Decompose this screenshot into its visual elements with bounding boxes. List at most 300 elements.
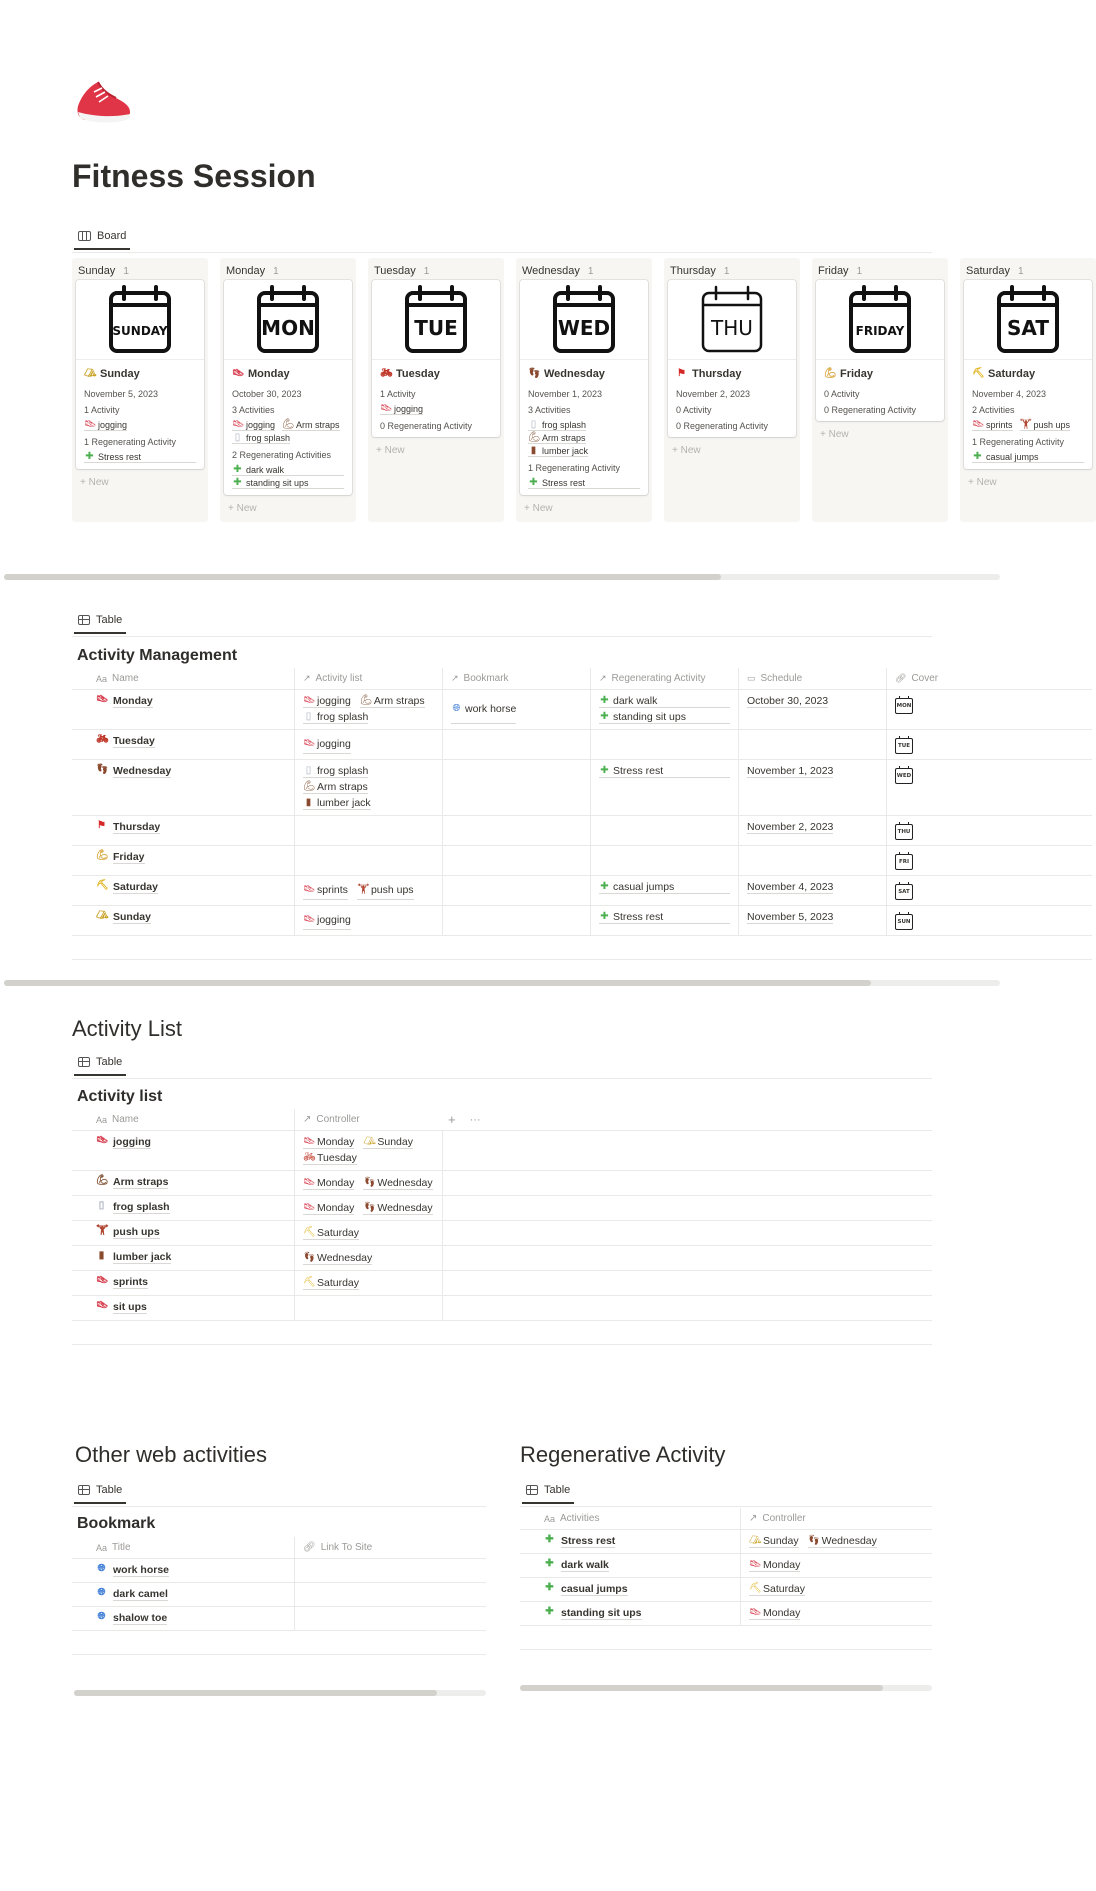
cell-cover[interactable] bbox=[886, 690, 1092, 729]
board-scrollbar[interactable] bbox=[4, 574, 1000, 580]
row-title[interactable]: work horse bbox=[113, 1564, 170, 1576]
relation-chip[interactable] bbox=[303, 1226, 359, 1240]
relation-chip[interactable] bbox=[972, 420, 1013, 431]
tab-table-management[interactable] bbox=[74, 614, 126, 634]
cell-bookmark[interactable] bbox=[442, 816, 590, 845]
card-title bbox=[232, 365, 344, 383]
card-title-label: Wednesday bbox=[544, 368, 605, 380]
cell-name[interactable] bbox=[520, 1602, 740, 1625]
card-activities bbox=[972, 420, 1084, 431]
cell-name[interactable] bbox=[520, 1578, 740, 1601]
column-header-label: Name bbox=[112, 673, 139, 684]
column-header-activity-list[interactable] bbox=[294, 668, 442, 689]
table-row[interactable] bbox=[72, 1131, 932, 1171]
cell-name[interactable] bbox=[520, 1554, 740, 1577]
row-title[interactable]: Saturday bbox=[113, 881, 158, 893]
relation-chip[interactable] bbox=[749, 1559, 800, 1572]
table-row[interactable] bbox=[520, 1578, 932, 1602]
relation-chip[interactable] bbox=[303, 1152, 357, 1165]
plus-icon: ✚ bbox=[545, 1582, 554, 1593]
schedule-date: November 1, 2023 bbox=[747, 765, 834, 777]
relation-chip[interactable] bbox=[363, 1201, 432, 1215]
management-scrollbar-thumb[interactable] bbox=[4, 980, 871, 986]
table-row[interactable] bbox=[72, 760, 1092, 816]
row-title[interactable]: lumber jack bbox=[113, 1251, 172, 1263]
relation-chip[interactable] bbox=[84, 452, 196, 463]
card-title bbox=[84, 365, 196, 383]
cover-thumbnail[interactable]: SUN bbox=[895, 914, 913, 930]
relation-chip[interactable] bbox=[360, 695, 425, 708]
column-header-schedule[interactable] bbox=[738, 668, 886, 689]
board-card[interactable] bbox=[76, 280, 204, 469]
table-row[interactable] bbox=[520, 1602, 932, 1626]
column-name: Wednesday bbox=[522, 265, 580, 277]
cell-schedule[interactable] bbox=[738, 730, 886, 759]
relation-chip[interactable] bbox=[303, 1251, 372, 1265]
bike-icon: 🚲︎ bbox=[303, 1152, 316, 1163]
relation-chip[interactable] bbox=[749, 1583, 805, 1596]
relation-chip-label: Saturday bbox=[317, 1276, 360, 1289]
card-body bbox=[816, 360, 944, 421]
cell-name[interactable] bbox=[72, 1583, 294, 1606]
column-header-name[interactable] bbox=[72, 668, 294, 689]
row-title[interactable]: dark camel bbox=[113, 1588, 168, 1600]
relation-chip[interactable] bbox=[451, 695, 516, 724]
table-footer bbox=[72, 1321, 932, 1345]
card-activities bbox=[380, 404, 492, 415]
card-regen bbox=[528, 478, 640, 489]
relation-chip[interactable] bbox=[282, 420, 340, 431]
relation-chip-label: jogging bbox=[317, 738, 351, 750]
relation-chip[interactable] bbox=[232, 478, 344, 489]
cover-thumbnail[interactable]: FRI bbox=[895, 854, 913, 870]
relation-chip[interactable] bbox=[599, 695, 730, 708]
relation-chip-label: Wednesday bbox=[377, 1176, 433, 1189]
cell-activity-list[interactable] bbox=[294, 690, 442, 729]
cell-controller[interactable] bbox=[294, 1131, 442, 1170]
new-card-button[interactable]: + New bbox=[524, 503, 553, 514]
cell-regen[interactable] bbox=[590, 760, 738, 815]
table-row[interactable] bbox=[72, 1171, 932, 1196]
cell-name[interactable] bbox=[72, 1296, 294, 1320]
globe-icon: 🌐︎ bbox=[97, 1611, 106, 1622]
card-regen-count: 1 Regenerating Activity bbox=[84, 437, 177, 447]
relation-icon: ↗ bbox=[303, 673, 311, 683]
column-count: 1 bbox=[587, 265, 594, 277]
tab-table-regenerative[interactable] bbox=[522, 1484, 574, 1504]
cell-name[interactable] bbox=[72, 846, 294, 875]
column-header-cover[interactable] bbox=[886, 668, 1092, 689]
add-column-button[interactable]: + bbox=[448, 1112, 456, 1127]
bookmark-scrollbar-thumb[interactable] bbox=[74, 1690, 437, 1696]
row-title[interactable]: sprints bbox=[113, 1276, 149, 1288]
cell-activity-list[interactable] bbox=[294, 846, 442, 875]
column-header-title[interactable] bbox=[72, 1537, 294, 1558]
cell-link[interactable] bbox=[294, 1559, 486, 1582]
cell-name[interactable] bbox=[72, 1607, 294, 1630]
relation-chip[interactable] bbox=[232, 433, 290, 444]
relation-chip-label: jogging bbox=[98, 420, 128, 430]
card-regen bbox=[232, 465, 344, 489]
relation-chip[interactable] bbox=[303, 1136, 354, 1149]
cell-name[interactable] bbox=[72, 1221, 294, 1245]
plus-icon: ✚ bbox=[600, 881, 609, 892]
relation-icon bbox=[749, 1513, 757, 1524]
tab-table-label: Table bbox=[96, 1056, 123, 1068]
table-row[interactable] bbox=[72, 1607, 486, 1631]
column-count: 1 bbox=[273, 265, 279, 277]
cell-regen[interactable] bbox=[590, 730, 738, 759]
column-header-link[interactable] bbox=[294, 1537, 486, 1558]
cell-bookmark[interactable] bbox=[442, 876, 590, 905]
relation-chip[interactable] bbox=[303, 781, 368, 794]
relation-chip-label: jogging bbox=[317, 695, 351, 707]
shoe-icon: 👟︎ bbox=[232, 368, 245, 379]
cell-name[interactable] bbox=[72, 1196, 294, 1220]
table-title: Bookmark bbox=[77, 1515, 156, 1532]
table-row[interactable] bbox=[72, 1296, 932, 1321]
cell-name[interactable] bbox=[72, 760, 294, 815]
cell-schedule[interactable] bbox=[738, 690, 886, 729]
relation-chip[interactable] bbox=[599, 881, 730, 894]
relation-chip[interactable] bbox=[1020, 420, 1071, 431]
new-card-button[interactable]: + New bbox=[376, 445, 405, 456]
cell-cover[interactable] bbox=[886, 816, 1092, 845]
row-title[interactable]: Friday bbox=[113, 851, 145, 863]
cell-regen[interactable] bbox=[590, 876, 738, 905]
relation-chip[interactable] bbox=[972, 452, 1084, 463]
relation-chip[interactable] bbox=[303, 735, 351, 754]
cell-controller[interactable] bbox=[294, 1271, 442, 1295]
column-header-bookmark[interactable] bbox=[442, 668, 590, 689]
shovel-icon: ⛏ bbox=[972, 368, 985, 379]
text-prop-icon: Aa bbox=[96, 673, 108, 684]
cell-regen[interactable] bbox=[590, 906, 738, 935]
relation-chip[interactable] bbox=[599, 765, 730, 778]
column-header-name[interactable] bbox=[72, 1109, 294, 1130]
relation-chip[interactable] bbox=[303, 1276, 359, 1290]
card-activities bbox=[232, 420, 344, 444]
bookmark-table bbox=[72, 1537, 486, 1655]
row-title[interactable]: push ups bbox=[113, 1226, 160, 1238]
tab-board[interactable] bbox=[74, 230, 130, 250]
column-header-regenerating-activity[interactable] bbox=[590, 668, 738, 689]
relation-chip[interactable] bbox=[528, 433, 586, 444]
divider bbox=[72, 636, 932, 637]
row-title[interactable]: jogging bbox=[113, 1136, 151, 1148]
flex-icon: 💪︎ bbox=[96, 1175, 109, 1186]
relation-chip[interactable] bbox=[303, 911, 351, 930]
table-row[interactable] bbox=[72, 1559, 486, 1583]
shoe-icon: 👟︎ bbox=[972, 419, 985, 430]
relation-chip[interactable] bbox=[303, 1176, 354, 1190]
relation-chip[interactable] bbox=[363, 1136, 413, 1149]
cell-schedule[interactable] bbox=[738, 846, 886, 875]
cell-empty bbox=[442, 1131, 932, 1170]
board-card[interactable] bbox=[964, 280, 1092, 469]
column-header-label: Activities bbox=[560, 1513, 600, 1524]
board-scrollbar-thumb[interactable] bbox=[4, 574, 721, 580]
cover-thumbnail[interactable]: SAT bbox=[895, 884, 913, 900]
relation-chip[interactable] bbox=[357, 881, 414, 900]
cell-activity-list[interactable] bbox=[294, 730, 442, 759]
card-regen-count: 0 Regenerating Activity bbox=[380, 421, 473, 431]
svg-text:SUNDAY: SUNDAY bbox=[112, 323, 168, 338]
relation-chip-label: Arm straps bbox=[317, 781, 368, 793]
tent-icon: ⛺︎ bbox=[749, 1535, 762, 1546]
column-header-activities[interactable] bbox=[520, 1508, 740, 1529]
table-row[interactable] bbox=[72, 1246, 932, 1271]
row-title[interactable]: Sunday bbox=[113, 911, 151, 923]
shoe-icon: 👟︎ bbox=[380, 403, 393, 414]
cell-name[interactable] bbox=[72, 876, 294, 905]
column-header-controller[interactable] bbox=[294, 1109, 442, 1130]
row-title[interactable]: shalow toe bbox=[113, 1612, 168, 1624]
shoe-icon: 👟︎ bbox=[303, 914, 316, 925]
arm-icon: 💪︎ bbox=[96, 850, 109, 861]
cell-bookmark[interactable] bbox=[442, 760, 590, 815]
cell-name[interactable] bbox=[72, 906, 294, 935]
tent-icon: ⛺︎ bbox=[84, 368, 97, 379]
cell-bookmark[interactable] bbox=[442, 906, 590, 935]
more-options-button[interactable]: ··· bbox=[469, 1113, 481, 1126]
column-header-controller[interactable] bbox=[740, 1508, 932, 1529]
cell-controller[interactable] bbox=[294, 1296, 442, 1320]
cell-activity-list[interactable] bbox=[294, 816, 442, 845]
flex-icon: 💪︎ bbox=[303, 781, 316, 792]
board-card[interactable] bbox=[668, 280, 796, 437]
relation-chip-label: Sunday bbox=[763, 1535, 799, 1547]
table-row[interactable] bbox=[520, 1530, 932, 1554]
new-card-button[interactable]: + New bbox=[80, 477, 109, 488]
relation-chip-label: sprints bbox=[986, 420, 1013, 430]
board-card[interactable] bbox=[224, 280, 352, 495]
table-row[interactable] bbox=[72, 730, 1092, 760]
relation-chip[interactable] bbox=[84, 420, 127, 431]
cell-controller[interactable] bbox=[740, 1554, 932, 1577]
relation-chip[interactable] bbox=[808, 1535, 877, 1548]
cell-cover[interactable] bbox=[886, 876, 1092, 905]
cell-name[interactable] bbox=[72, 690, 294, 729]
card-cover bbox=[816, 280, 944, 360]
cell-name[interactable] bbox=[520, 1530, 740, 1553]
row-title[interactable]: casual jumps bbox=[561, 1583, 628, 1595]
relation-chip[interactable] bbox=[303, 797, 371, 810]
cell-name[interactable] bbox=[72, 1131, 294, 1170]
relation-chip[interactable] bbox=[303, 695, 351, 708]
shovel-icon: ⛏ bbox=[303, 1276, 316, 1288]
cell-schedule[interactable] bbox=[738, 760, 886, 815]
card-title-label: Sunday bbox=[100, 368, 140, 380]
cell-activity-list[interactable] bbox=[294, 876, 442, 905]
board-icon bbox=[78, 231, 91, 241]
relation-chip[interactable] bbox=[749, 1607, 800, 1620]
cell-controller[interactable] bbox=[294, 1171, 442, 1195]
relation-icon: ↗ bbox=[451, 673, 459, 683]
flag-icon: ⚑ bbox=[677, 368, 686, 379]
shoe-icon: 👟︎ bbox=[96, 1135, 109, 1146]
row-title[interactable]: Arm straps bbox=[113, 1176, 169, 1188]
card-regen bbox=[972, 452, 1084, 463]
relation-chip[interactable] bbox=[380, 404, 423, 415]
relation-chip[interactable] bbox=[599, 711, 730, 724]
card-title bbox=[380, 365, 492, 383]
table-footer bbox=[72, 1631, 486, 1655]
cell-controller[interactable] bbox=[740, 1602, 932, 1625]
cell-controller[interactable] bbox=[294, 1196, 442, 1220]
cover-thumbnail[interactable]: TUE bbox=[895, 738, 913, 754]
table-icon bbox=[78, 1057, 90, 1067]
cell-name[interactable] bbox=[72, 1246, 294, 1270]
plus-icon: ✚ bbox=[233, 477, 242, 488]
cell-name[interactable] bbox=[72, 1559, 294, 1582]
activity-management-table bbox=[72, 668, 1005, 960]
running-shoe-icon bbox=[72, 72, 134, 130]
cell-regen[interactable] bbox=[590, 816, 738, 845]
card-regen-count: 0 Regenerating Activity bbox=[824, 405, 917, 415]
new-card-button[interactable]: + New bbox=[228, 503, 257, 514]
relation-chip-label: frog splash bbox=[317, 711, 369, 723]
table-row[interactable] bbox=[72, 906, 1092, 936]
cell-controller[interactable] bbox=[740, 1530, 932, 1553]
cell-cover[interactable] bbox=[886, 760, 1092, 815]
tab-table-bookmark[interactable] bbox=[74, 1484, 126, 1504]
activity-list-heading: Activity List bbox=[72, 1016, 183, 1041]
relation-chip[interactable] bbox=[599, 911, 730, 924]
cell-controller[interactable] bbox=[740, 1578, 932, 1601]
cell-schedule[interactable] bbox=[738, 906, 886, 935]
row-title[interactable]: sit ups bbox=[113, 1301, 147, 1313]
row-title[interactable]: Wednesday bbox=[113, 765, 172, 777]
column-name: Saturday bbox=[966, 265, 1011, 277]
cell-activity-list[interactable] bbox=[294, 906, 442, 935]
cover-thumbnail[interactable]: THU bbox=[895, 824, 913, 840]
cell-regen[interactable] bbox=[590, 690, 738, 729]
cell-link[interactable] bbox=[294, 1583, 486, 1606]
cell-bookmark[interactable] bbox=[442, 846, 590, 875]
new-card-button[interactable]: + New bbox=[672, 445, 701, 456]
shoe-icon: 👟︎ bbox=[303, 1136, 316, 1147]
svg-text:MON: MON bbox=[261, 315, 315, 340]
cell-schedule[interactable] bbox=[738, 816, 886, 845]
relation-chip[interactable] bbox=[303, 711, 368, 724]
new-card-button[interactable]: + New bbox=[968, 477, 997, 488]
cell-name[interactable] bbox=[72, 1171, 294, 1195]
row-title[interactable]: Thursday bbox=[113, 821, 161, 833]
calendar-cover-icon bbox=[848, 285, 912, 355]
tab-table-activity-list[interactable] bbox=[74, 1056, 126, 1076]
cell-cover[interactable] bbox=[886, 730, 1092, 759]
tab-table-label: Table bbox=[96, 614, 123, 626]
table-row[interactable] bbox=[72, 876, 1092, 906]
cell-controller[interactable] bbox=[294, 1221, 442, 1245]
globe-icon: 🌐︎ bbox=[97, 1587, 106, 1598]
cell-regen[interactable] bbox=[590, 846, 738, 875]
cell-link[interactable] bbox=[294, 1607, 486, 1630]
table-row[interactable] bbox=[72, 846, 1092, 876]
table-icon bbox=[526, 1485, 538, 1495]
shoe-icon: 👟︎ bbox=[96, 1275, 109, 1286]
relation-chip-label: push ups bbox=[370, 884, 414, 896]
relation-chip-label: jogging bbox=[394, 404, 424, 414]
relation-chip-label: frog splash bbox=[317, 765, 369, 777]
relation-chip[interactable] bbox=[749, 1535, 799, 1548]
card-title-label: Friday bbox=[840, 368, 874, 380]
row-title[interactable]: Stress rest bbox=[561, 1535, 616, 1547]
management-scrollbar[interactable] bbox=[4, 980, 1000, 986]
regenerative-scrollbar-thumb[interactable] bbox=[520, 1685, 883, 1691]
relation-chip[interactable] bbox=[528, 420, 586, 431]
cell-name[interactable] bbox=[72, 730, 294, 759]
row-title[interactable]: standing sit ups bbox=[561, 1607, 642, 1619]
cell-activity-list[interactable] bbox=[294, 760, 442, 815]
bookmark-scrollbar[interactable] bbox=[74, 1690, 486, 1696]
board-card[interactable] bbox=[372, 280, 500, 437]
cell-name[interactable] bbox=[72, 816, 294, 845]
relation-chip[interactable] bbox=[232, 465, 344, 476]
row-title[interactable]: frog splash bbox=[113, 1201, 170, 1213]
page-title: Fitness Session bbox=[72, 158, 316, 194]
relation-chip[interactable] bbox=[363, 1176, 432, 1190]
relation-chip[interactable] bbox=[528, 478, 640, 489]
cover-thumbnail[interactable]: WED bbox=[895, 768, 913, 784]
column-header-label: Link To Site bbox=[320, 1542, 373, 1553]
table-row[interactable] bbox=[72, 1583, 486, 1607]
tent-icon: ⛺︎ bbox=[96, 910, 109, 921]
cell-cover[interactable] bbox=[886, 846, 1092, 875]
cell-controller[interactable] bbox=[294, 1246, 442, 1270]
relation-chip-label: Monday bbox=[763, 1559, 801, 1571]
cell-bookmark[interactable] bbox=[442, 730, 590, 759]
shoe-icon: 👟︎ bbox=[749, 1607, 762, 1618]
relation-chip[interactable] bbox=[528, 446, 588, 457]
table-row[interactable] bbox=[520, 1554, 932, 1578]
card-regen-count: 1 Regenerating Activity bbox=[528, 463, 621, 473]
relation-chip[interactable] bbox=[232, 420, 275, 431]
board-card[interactable] bbox=[816, 280, 944, 421]
relation-chip[interactable] bbox=[303, 1201, 354, 1215]
cell-schedule[interactable] bbox=[738, 876, 886, 905]
new-card-button[interactable]: + New bbox=[820, 429, 849, 440]
row-title[interactable]: dark walk bbox=[561, 1559, 609, 1571]
relation-chip-label: Stress rest bbox=[542, 478, 586, 488]
relation-chip[interactable] bbox=[303, 765, 368, 778]
cell-bookmark[interactable] bbox=[442, 690, 590, 729]
board-column-saturday bbox=[960, 258, 1096, 522]
table-row[interactable] bbox=[72, 1196, 932, 1221]
column-header-label: Controller bbox=[762, 1513, 806, 1524]
table-row[interactable] bbox=[72, 1271, 932, 1296]
card-body bbox=[224, 360, 352, 495]
table-row[interactable] bbox=[72, 816, 1092, 846]
relation-chip[interactable] bbox=[303, 881, 348, 900]
cover-thumbnail[interactable]: MON bbox=[895, 698, 913, 714]
card-cover bbox=[964, 280, 1092, 360]
table-row[interactable] bbox=[72, 690, 1092, 730]
regenerative-table bbox=[520, 1508, 932, 1650]
regenerative-scrollbar[interactable] bbox=[520, 1685, 932, 1691]
cell-name[interactable] bbox=[72, 1271, 294, 1295]
cell-cover[interactable] bbox=[886, 906, 1092, 935]
row-title[interactable]: Monday bbox=[113, 695, 153, 707]
column-header bbox=[816, 262, 944, 280]
row-title[interactable]: Tuesday bbox=[113, 735, 155, 747]
table-row[interactable] bbox=[72, 1221, 932, 1246]
board-column-monday bbox=[220, 258, 356, 522]
card-cover bbox=[224, 280, 352, 360]
relation-chip-label: Saturday bbox=[763, 1583, 806, 1595]
board-card[interactable] bbox=[520, 280, 648, 495]
